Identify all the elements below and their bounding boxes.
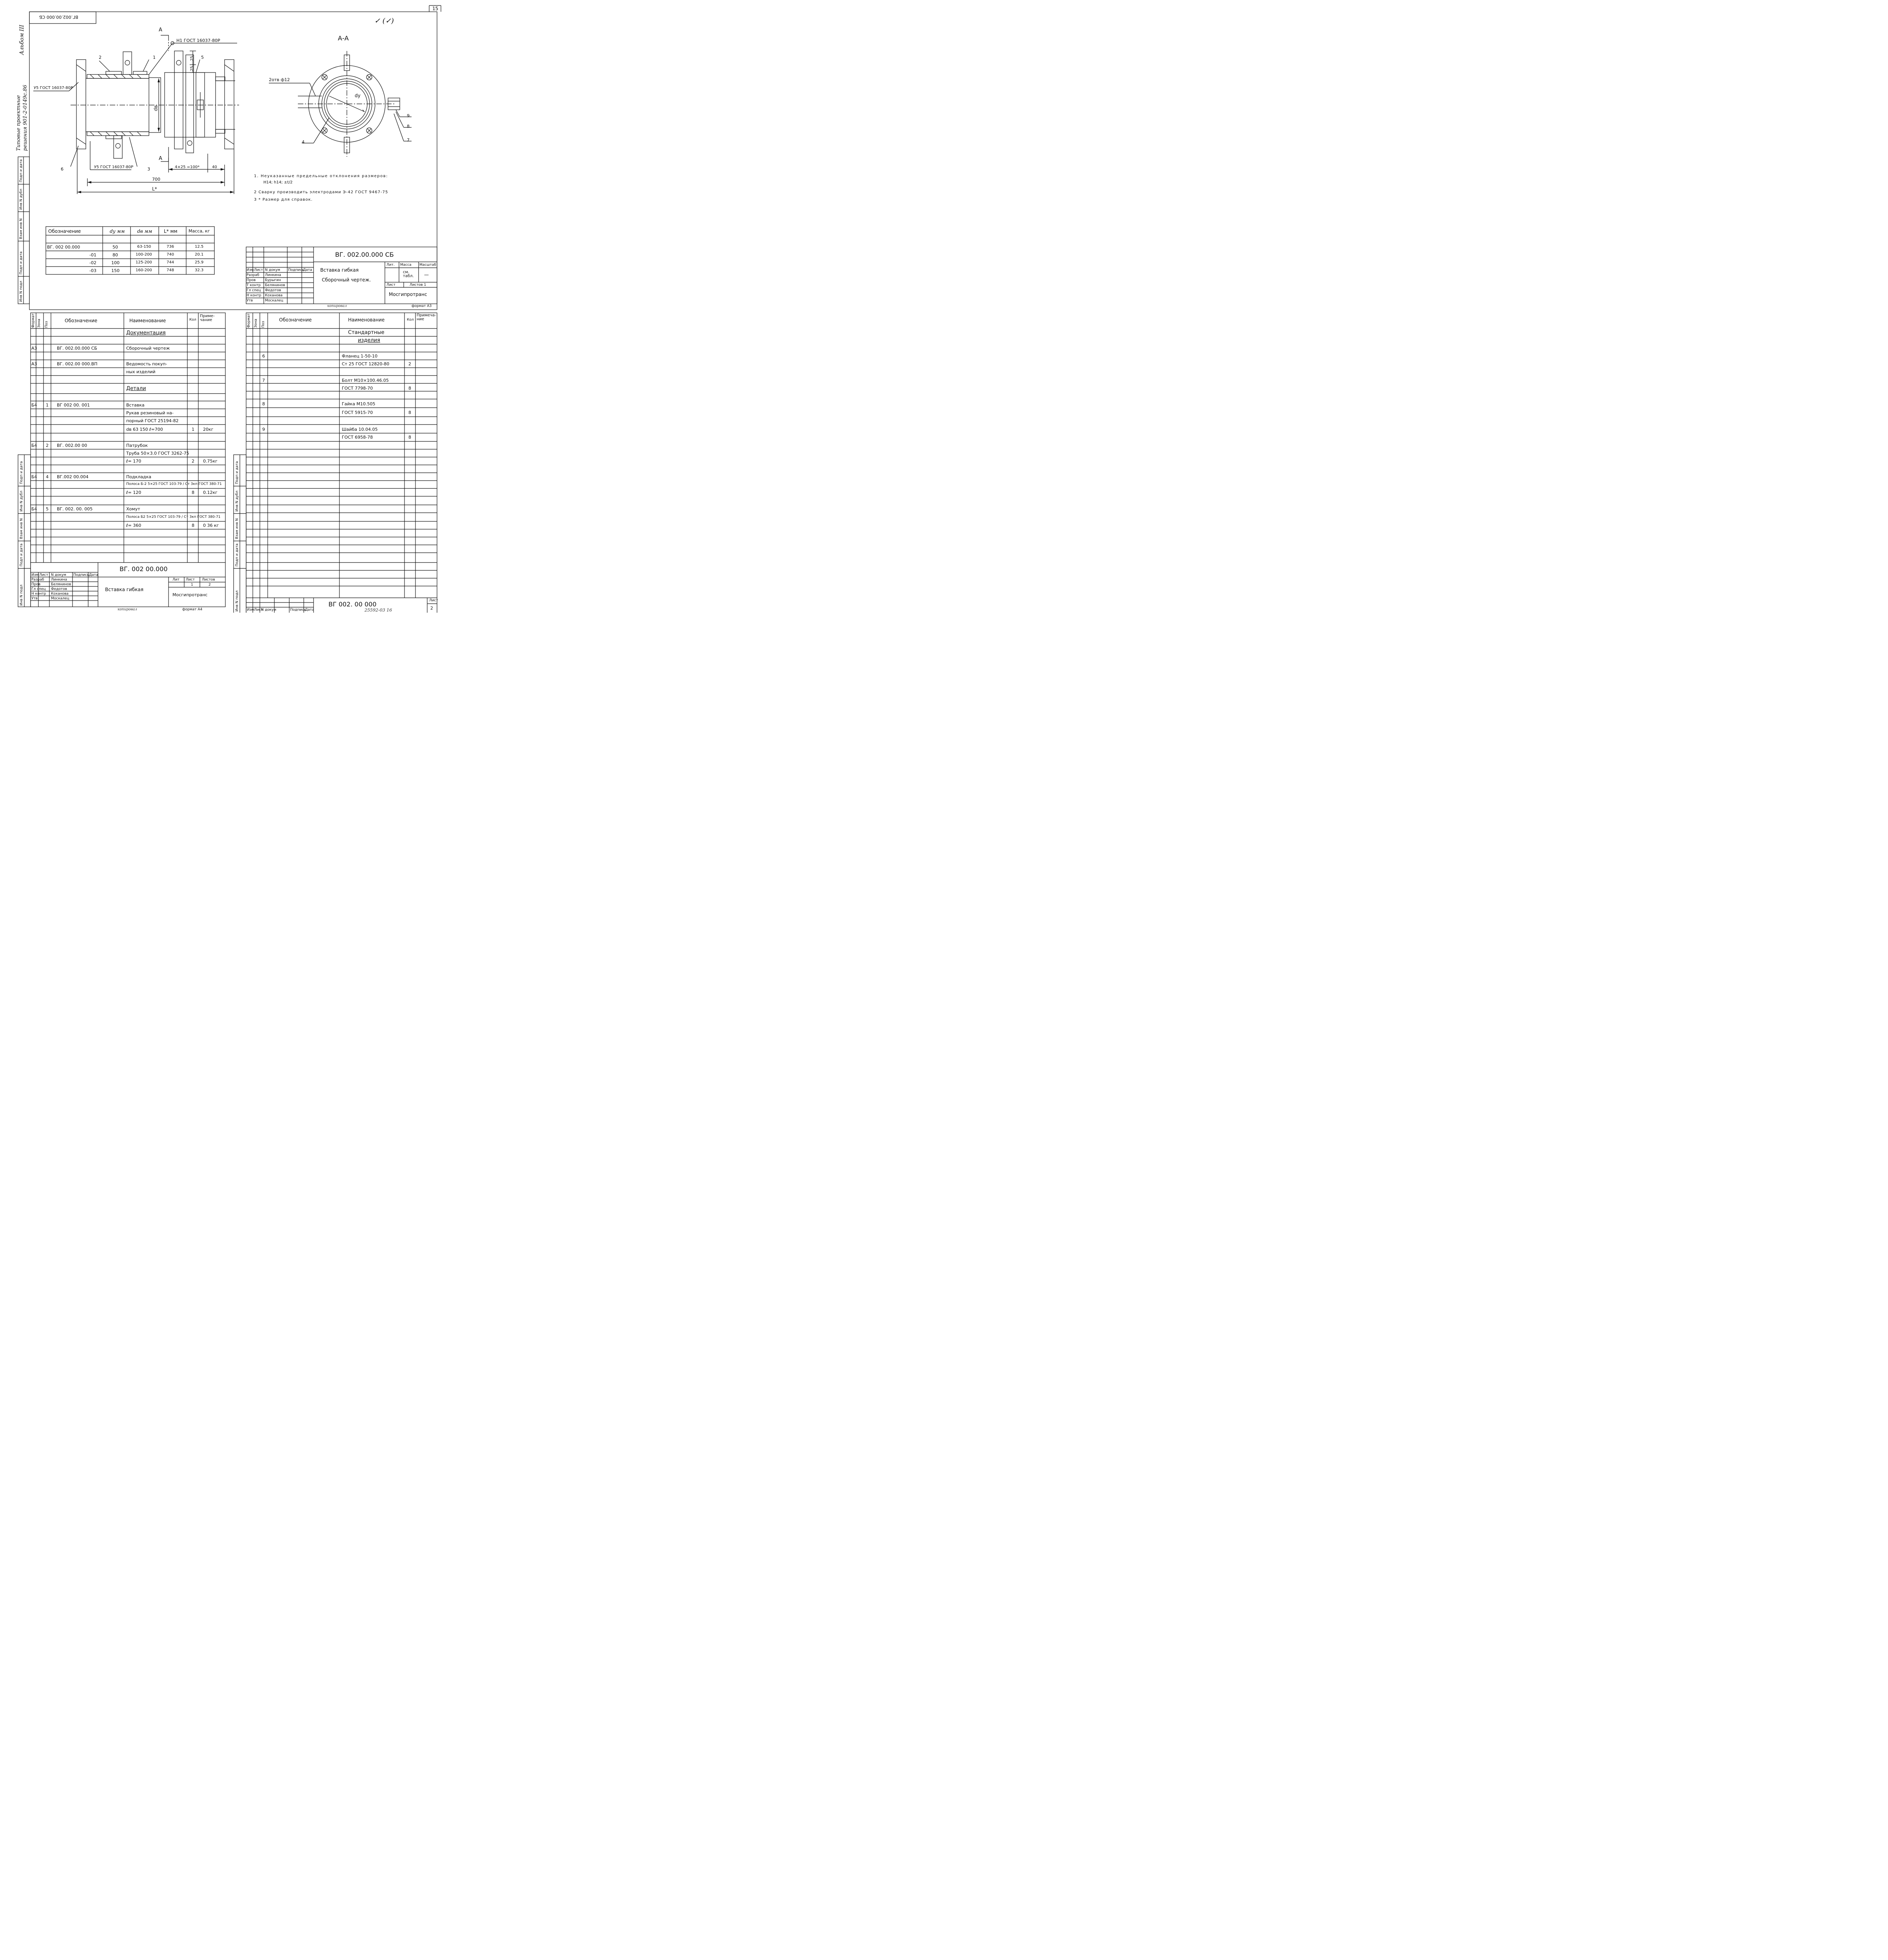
person-name: Федотов [51, 587, 67, 591]
spec-cell-k: 8 [408, 386, 411, 391]
person-name: Белянинов [265, 283, 285, 287]
col-signature: Подпись [288, 268, 304, 272]
document-code: ВГ. 002 00.000 [120, 565, 168, 573]
format-label: формат А4 [182, 608, 203, 612]
spec-cell-k: 8 [192, 490, 194, 495]
organization: Мосгипротранс [172, 592, 208, 597]
table-header: Масса, кг [189, 229, 210, 234]
person-name: Бурыгин [265, 278, 281, 282]
side-stamp-label: Подп и дата [20, 543, 24, 566]
spec-cell-pr: 0.12кг [203, 490, 218, 495]
col-note: Примеча-ние [417, 313, 436, 321]
spec-cell-n: ℓ= 360 [126, 523, 141, 528]
spec-cell-n: ных изделий [126, 369, 156, 374]
document-code: ВГ 002. 00 000 [328, 601, 377, 608]
callout-3: 3 [147, 167, 150, 172]
col-format: Формат [31, 313, 35, 328]
note-2: 2 Сварку производить электродами Э-42 ГОСТ 9467-75 [254, 190, 388, 194]
table-cell: 100 [111, 260, 120, 265]
callout-4: 4 [302, 140, 305, 145]
table-cell: 100-200 [136, 252, 152, 257]
mass-label: Масса [400, 263, 412, 267]
col-list: Лист [39, 573, 48, 577]
spec-cell-k: 2 [192, 459, 194, 464]
spec-cell-n: порный ГОСТ 25194-82 [126, 418, 179, 423]
table-header: Обозначение [48, 229, 81, 234]
spec-cell-n: Фланец 1-50-10 [342, 354, 378, 359]
table-cell: ВГ. 002 00.000 [47, 245, 80, 250]
role-label: Разраб [31, 578, 44, 582]
callout-7: 7 [407, 138, 410, 143]
table-cell: 25.9 [195, 260, 204, 265]
weld-symbol-u5-bottom: У5 ГОСТ 16037-80Р [94, 165, 134, 169]
dimension-40: 40 [212, 165, 217, 169]
spec-cell-p: 7 [262, 378, 265, 383]
spec-cell-n: Болт М10×100.46.05 [342, 378, 389, 383]
col-date: Дата [305, 608, 314, 612]
person-name: Линкина [51, 578, 67, 582]
sheet-value: 1 [191, 583, 193, 587]
col-doc-number: N докум [261, 608, 276, 612]
role-label: Разраб [247, 273, 259, 277]
col-izm: Изм [247, 268, 254, 272]
col-list: Лист [254, 608, 263, 612]
spec-cell-n: ГОСТ 7798-70 [342, 386, 373, 391]
col-date: Дата [303, 268, 312, 272]
role-label: Гл спец [31, 587, 46, 591]
spec-cell-k: 8 [192, 523, 194, 528]
spec-cell-o: ВГ. 002.00.000 СБ [57, 346, 97, 351]
spec-cell-n: Хомут [126, 506, 140, 512]
spec-cell-o: ВГ. 002.00 000.ВП [57, 361, 98, 367]
copied-label: копировал [327, 304, 347, 308]
side-stamp-label: Взам инв N [235, 518, 239, 539]
table-header: L* мм [164, 229, 178, 234]
side-stamp-label: Подп и дата [19, 159, 23, 182]
spec-cell-k: 2 [408, 361, 411, 367]
table-cell: 12.5 [195, 245, 204, 249]
table-cell: -02 [89, 260, 96, 265]
role-label: Утв [31, 597, 38, 601]
side-stamp-label: Инв N подл [20, 584, 24, 606]
spec-cell-n: Ст 25 ГОСТ 12820-80 [342, 361, 390, 367]
table-cell: 740 [167, 252, 174, 257]
person-name: Линкина [265, 273, 281, 277]
side-stamp-label: Инв N дубл [19, 189, 23, 210]
col-designation: Обозначение [65, 318, 98, 323]
sheets-value: 2 [209, 583, 211, 587]
dimension-700: 700 [152, 177, 160, 182]
side-stamp-label: Инв N подл [235, 590, 239, 612]
col-designation: Обозначение [279, 317, 312, 323]
col-zone: Зона [254, 319, 258, 328]
col-date: Дата [89, 573, 98, 577]
spec-cell-n: Сборочный чертеж [126, 346, 170, 351]
weld-symbol-h1: H1 ГОСТ 16037-80Р [176, 38, 220, 43]
side-stamp-label: Подп и дата [235, 543, 239, 566]
spec-cell-p: 2 [46, 443, 49, 448]
role-label: Пров [31, 583, 41, 586]
drawing-frame-lines [0, 0, 451, 613]
spec-cell-p: 9 [262, 427, 265, 432]
dimension-db: dв [153, 105, 159, 111]
side-stamp-label: Подп и дата [235, 461, 239, 484]
person-name: Белянинов [51, 583, 71, 586]
callout-5: 5 [201, 55, 204, 60]
sheets-label: Листов [202, 578, 215, 582]
album-series-line1: Типовые проектные [16, 95, 22, 151]
table-cell: 80 [112, 252, 118, 258]
spec-cell-n: Детали [126, 386, 146, 392]
album-title: Альбом III [19, 25, 25, 55]
spec-cell-n: Подкладка [126, 474, 152, 479]
person-name: Москалец [265, 299, 283, 303]
table-header: dy мм [110, 229, 125, 234]
spec-cell-p: 4 [46, 474, 49, 479]
section-title: А-А [338, 34, 349, 42]
spec-cell-n: ГОСТ 5915-70 [342, 410, 373, 415]
inventory-stamp: 25592-03 16 [365, 608, 392, 613]
spec-cell-n: ℓ= 120 [126, 490, 141, 495]
side-stamp-label: Подп и дата [20, 461, 24, 484]
col-izm: Изм [31, 573, 39, 577]
spec-cell-p: 1 [46, 403, 49, 408]
spec-cell-pr: 0 36 кг [203, 523, 219, 528]
table-cell: -03 [89, 268, 96, 273]
spec-cell-pr: 0.75кг [203, 459, 218, 464]
col-doc-number: N докум [265, 268, 280, 272]
col-list: Лист [254, 268, 263, 272]
note-3: 3 * Размер для справок. [254, 198, 313, 202]
col-note: Приме-чание [200, 314, 215, 322]
side-stamp-label: Инв N дубл [20, 490, 24, 512]
col-position: Поз [261, 321, 265, 328]
format-label: формат А3 [412, 304, 432, 308]
callout-6: 6 [61, 167, 63, 172]
side-stamp-label: Взам инв N [20, 518, 24, 539]
spec-cell-n: Патрубок [126, 443, 148, 448]
spec-cell-n: Гайка М10.505 [342, 401, 375, 407]
spec-cell-n: Ведомость покуп- [126, 361, 167, 367]
spec-cell-k: 1 [192, 427, 194, 432]
spec-cell-p: 8 [262, 401, 265, 407]
sheet-label: Лист [386, 283, 395, 287]
role-label: Н контр [247, 294, 261, 298]
sheet-number: 15 [432, 6, 439, 11]
dimension-dy: dy [355, 93, 361, 98]
role-label: Н контр [31, 592, 46, 596]
table-cell: 50 [112, 245, 118, 250]
sheet-label: Лист [429, 599, 438, 603]
sheets-label: Листов 1 [410, 283, 426, 287]
spec-cell-n: Труба 50×3.0 ГОСТ 3262-75 [126, 451, 189, 456]
col-doc-number: N докум [51, 573, 66, 577]
person-name: Коханова [51, 592, 69, 596]
spec-cell-p: 6 [262, 354, 265, 359]
table-cell: 63-150 [137, 245, 151, 249]
document-name: Вставка гибкая [105, 587, 143, 592]
table-cell: 736 [167, 245, 174, 249]
spec-cell-f: Б4 [31, 443, 37, 448]
col-format: Формат [247, 313, 251, 328]
top-code-mirrored: ВГ.002.00.000 СБ [39, 15, 78, 20]
spec-cell-o: ВГ.002 00.004 [57, 474, 89, 479]
col-position: Поз [45, 321, 49, 328]
table-cell: 150 [111, 268, 120, 273]
col-name: Наименование [129, 318, 166, 323]
section-mark-bottom: А [159, 156, 162, 162]
spec-cell-n: Вставка [126, 403, 145, 408]
spec-cell-n: Шайба 10.04.05 [342, 427, 378, 432]
spec-cell-f: Б4 [31, 506, 37, 512]
sheet-value: 2 [430, 606, 433, 611]
spec-cell-f: Б4 [31, 403, 37, 408]
role-label: Утв [247, 299, 253, 303]
col-name: Наименование [348, 317, 385, 323]
lit-label: Лит [172, 578, 180, 582]
dimension-L: L* [152, 186, 157, 192]
callout-1: 1 [153, 55, 156, 60]
table-header: dв мм [137, 229, 152, 234]
table-cell: -01 [89, 252, 96, 258]
side-stamp-label: Инв N дубл [235, 490, 239, 512]
holes-label: 2отв ф12 [269, 77, 290, 82]
document-type: Сборочный чертеж. [322, 277, 371, 283]
person-name: Федотов [265, 289, 281, 292]
sheet-label: Лист [186, 578, 195, 582]
spec-cell-n: Документация [126, 330, 166, 336]
side-stamp-label: Взам инв N [19, 218, 23, 239]
col-izm: Изм [247, 608, 254, 612]
document-code: ВГ. 002.00.000 СБ [335, 251, 394, 258]
scale-value: — [424, 272, 429, 278]
note-1-values: Н14; h14; ±t/2 [263, 180, 293, 185]
table-cell: 744 [167, 260, 174, 265]
lit-label: Лит. [386, 263, 395, 267]
copied-label: копировал [118, 608, 137, 612]
spec-cell-o: ВГ 002 00. 001 [57, 403, 90, 408]
spec-cell-n: Рукав резиновый на- [126, 410, 174, 416]
person-name: Коханова [265, 294, 283, 298]
spec-cell-n: ℓ= 170 [126, 459, 141, 464]
dimension-25-bottom: 25 [190, 66, 194, 71]
spec-cell-n: Стандартные [348, 330, 384, 336]
side-stamp-label: Инв N подл [19, 281, 23, 302]
section-mark-top: А [159, 27, 162, 33]
spec-cell-p: 5 [46, 506, 49, 512]
organization: Мосгипротранс [389, 292, 427, 297]
col-zone: Зона [37, 319, 41, 328]
role-label: Гл спец [247, 289, 261, 292]
scale-label: Масштаб [419, 263, 436, 267]
role-label: Т контр [247, 283, 261, 287]
spec-cell-n: dв 63 150 ℓ=700 [126, 427, 163, 432]
note-1: 1. Неуказанные предельные отклонения размеров: [254, 174, 388, 178]
spec-cell-pr: 20кг [203, 427, 214, 432]
person-name: Москалец [51, 597, 69, 601]
callout-9: 9 [407, 113, 410, 118]
spec-cell-k: 8 [408, 410, 411, 415]
table-cell: 20.1 [195, 252, 204, 257]
weld-symbol-u5-left: У5 ГОСТ 16037-80Р [34, 86, 73, 90]
table-cell: 748 [167, 268, 174, 272]
mass-value: см. табл. [403, 270, 414, 278]
spec-cell-f: А3 [31, 346, 37, 351]
document-name: Вставка гибкая [320, 267, 359, 273]
table-cell: 125-200 [136, 260, 152, 265]
spec-cell-o: ВГ. 002. 00. 005 [57, 506, 93, 512]
callout-8: 8 [407, 124, 410, 129]
dimension-4x25: 4×25 =100* [175, 165, 200, 169]
album-series-line2: решения 901-2-0149с.86 [22, 85, 28, 151]
side-stamp-label: Подп и дата [19, 251, 23, 274]
check-mark: ✓ (✓) [374, 17, 394, 25]
spec-cell-n: Полоса Б-2 5×25 ГОСТ 103-79 / Ст 3кп ГОСТ 380-71 [126, 482, 222, 486]
spec-cell-n: ГОСТ 6958-78 [342, 435, 373, 440]
col-quantity: Кол [189, 318, 196, 322]
table-cell: 32.3 [195, 268, 204, 272]
spec-cell-n: Полоса Б2 5×25 ГОСТ 103-79 / Ст 3кп ГОСТ 380-71 [126, 515, 221, 519]
col-signature: Подпись [290, 608, 306, 612]
callout-2: 2 [99, 55, 102, 60]
spec-cell-f: А3 [31, 361, 37, 367]
spec-cell-k: 8 [408, 435, 411, 440]
col-signature: Подпись [73, 573, 89, 577]
spec-cell-n: изделия [358, 338, 380, 343]
spec-cell-o: ВГ. 002.00 00 [57, 443, 87, 448]
col-quantity: Кол [407, 318, 414, 322]
dimension-25-top: 25 [190, 56, 194, 61]
spec-cell-f: Б4 [31, 474, 37, 479]
table-cell: 160-200 [136, 268, 152, 272]
role-label: Пров [247, 278, 256, 282]
